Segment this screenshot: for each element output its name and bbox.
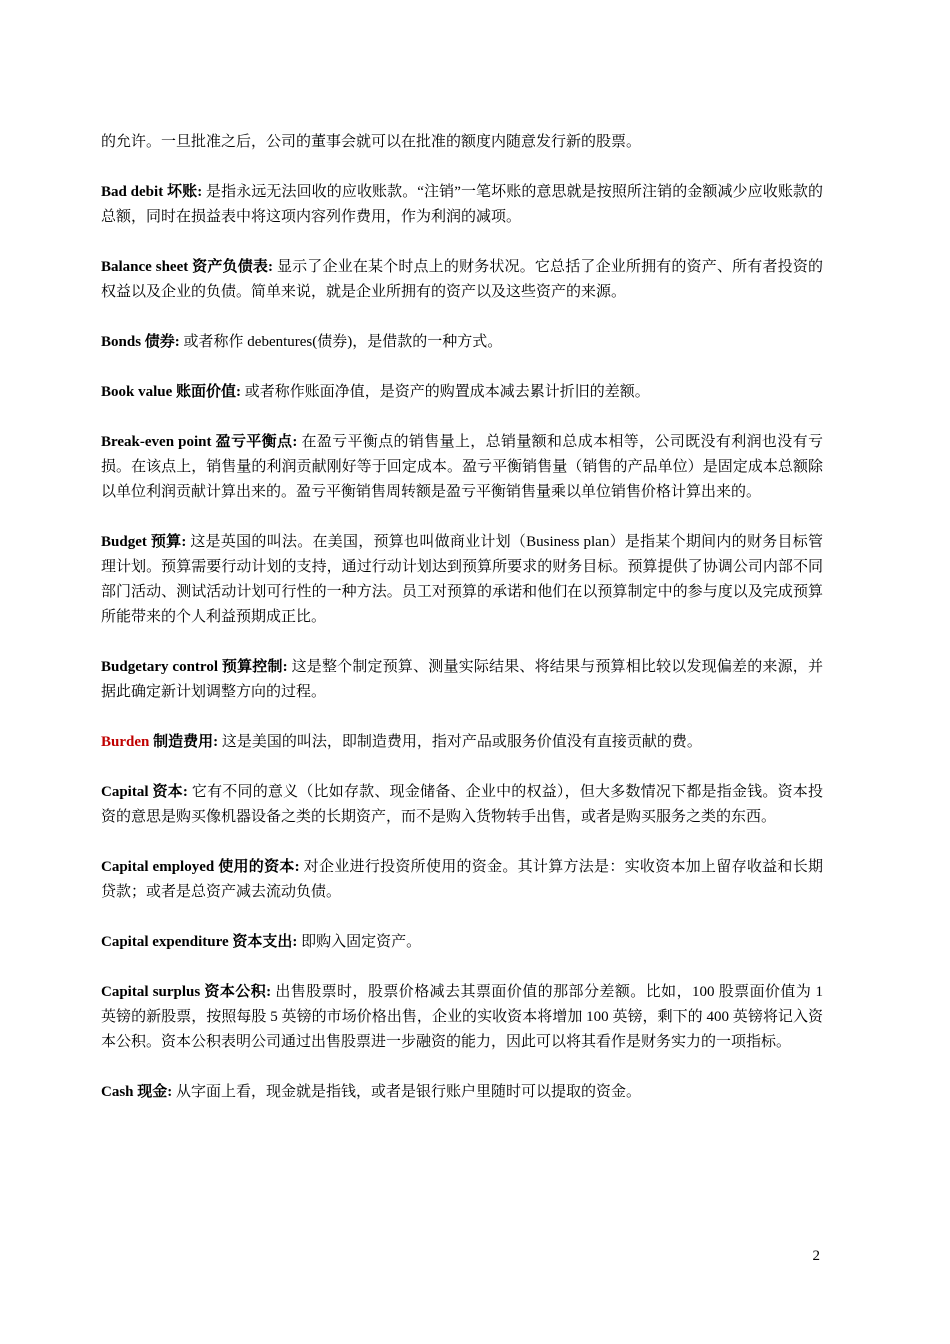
definition-text: 是指永远无法回收的应收账款。“注销”一笔坏账的意思就是按照所注销的金额减少应收账款的总额，同时在损益表中将这项内容列作费用，作为利润的减项。 — [101, 184, 823, 225]
glossary-entry-cash — [101, 1080, 823, 1105]
term-en: Capital — [101, 784, 149, 800]
term-en: Capital expenditure — [101, 934, 229, 950]
term-en: Book value — [101, 384, 173, 400]
definition-text: 在盈亏平衡点的销售量上，总销量额和总成本相等，公司既没有利润也没有亏损。在该点上，销售量的利润贡献刚好等于回定成本。盈亏平衡销售量（销售的产品单位）是固定成本总额除以单位利润贡献计算出来的。盈亏平衡销售周转额是盈亏平衡销售量乘以单位销售价格计算出来的。 — [101, 434, 823, 500]
definition-text: 即购入固定资产。 — [297, 934, 422, 950]
term-zh: 资产负债表: — [188, 259, 274, 275]
term-en: Capital surplus — [101, 984, 201, 1000]
glossary-entry-bonds — [101, 330, 823, 355]
definition-text: 出售股票时，股票价格减去其票面价值的那部分差额。比如，100 股票面价值为 1 英镑的新股票，按照每股 5 英镑的市场价格出售，企业的实收资本将增加 100 英镑，剩下的 400 英镑将记入资本公积。资本公积表明公司通过出售股票进一步融资的能力，因此可以将其看作是财务实力的一项指标。 — [101, 984, 823, 1050]
term-zh: 预算控制: — [218, 659, 288, 675]
term-en: Cash — [101, 1084, 134, 1100]
term-en-highlighted: Burden — [101, 734, 150, 750]
definition-text: 从字面上看，现金就是指钱，或者是银行账户里随时可以提取的资金。 — [172, 1084, 642, 1100]
glossary-entry-balance-sheet — [101, 255, 823, 305]
glossary-entry-capital-employed — [101, 855, 823, 905]
term-en: Bad debit — [101, 184, 164, 200]
glossary-entry-bad-debit — [101, 180, 823, 230]
intro-paragraph: 的允许。一旦批准之后，公司的董事会就可以在批准的额度内随意发行新的股票。 — [101, 134, 642, 150]
term-zh: 资本: — [148, 784, 188, 800]
term-zh: 账面价值: — [172, 384, 242, 400]
document-body — [101, 130, 823, 1130]
glossary-entry-budgetary-control — [101, 655, 823, 705]
glossary-entry-break-even-point — [101, 430, 823, 505]
definition-text: 这是整个制定预算、测量实际结果、将结果与预算相比较以发现偏差的来源，并据此确定新计划调整方向的过程。 — [101, 659, 823, 700]
glossary-entry-capital — [101, 780, 823, 830]
term-en: Break-even point — [101, 434, 212, 450]
term-zh: 使用的资本: — [214, 859, 300, 875]
page-number: 2 — [812, 1248, 820, 1264]
definition-text: 或者称作账面净值，是资产的购置成本减去累计折旧的差额。 — [241, 384, 650, 400]
term-zh: 资本公积: — [200, 984, 272, 1000]
glossary-entry-burden — [101, 730, 823, 755]
definition-text: 对企业进行投资所使用的资金。其计算方法是：实收资本加上留存收益和长期贷款；或者是总资产减去流动负债。 — [101, 859, 823, 900]
definition-text: 这是英国的叫法。在美国，预算也叫做商业计划（Business plan）是指某个期间内的财务目标管理计划。预算需要行动计划的支持，通过行动计划达到预算所要求的财务目标。预算提供了协调公司内部不同部门活动、测试活动计划可行性的一种方法。员工对预算的承诺和他们在以预算制定中的参与度以及完成预算所能带来的个人利益预期成正比。 — [101, 534, 823, 625]
glossary-entry-capital-expenditure — [101, 930, 823, 955]
term-zh: 制造费用: — [149, 734, 219, 750]
glossary-entry-capital-surplus — [101, 980, 823, 1055]
term-en: Budget — [101, 534, 147, 550]
term-zh: 盈亏平衡点: — [211, 434, 298, 450]
definition-text: 这是美国的叫法，即制造费用，指对产品或服务价值没有直接贡献的费。 — [218, 734, 702, 750]
term-zh: 资本支出: — [228, 934, 298, 950]
term-zh: 预算: — [146, 534, 187, 550]
term-en: Budgetary control — [101, 659, 218, 675]
glossary-entry-book-value — [101, 380, 823, 405]
term-zh: 现金: — [133, 1084, 173, 1100]
definition-text: 它有不同的意义（比如存款、现金储备、企业中的权益），但大多数情况下都是指金钱。资本投资的意思是购买像机器设备之类的长期资产，而不是购入货物转手出售，或者是购买服务之类的东西。 — [101, 784, 823, 825]
term-zh: 债券: — [141, 334, 180, 350]
term-en: Capital employed — [101, 859, 215, 875]
definition-text: 或者称作 debentures(债券)，是借款的一种方式。 — [179, 334, 503, 350]
definition-text: 显示了企业在某个时点上的财务状况。它总括了企业所拥有的资产、所有者投资的权益以及企业的负债。简单来说，就是企业所拥有的资产以及这些资产的来源。 — [101, 259, 823, 300]
glossary-entry-budget — [101, 530, 823, 630]
term-en: Balance sheet — [101, 259, 189, 275]
term-zh: 坏账: — [163, 184, 203, 200]
term-en: Bonds — [101, 334, 142, 350]
